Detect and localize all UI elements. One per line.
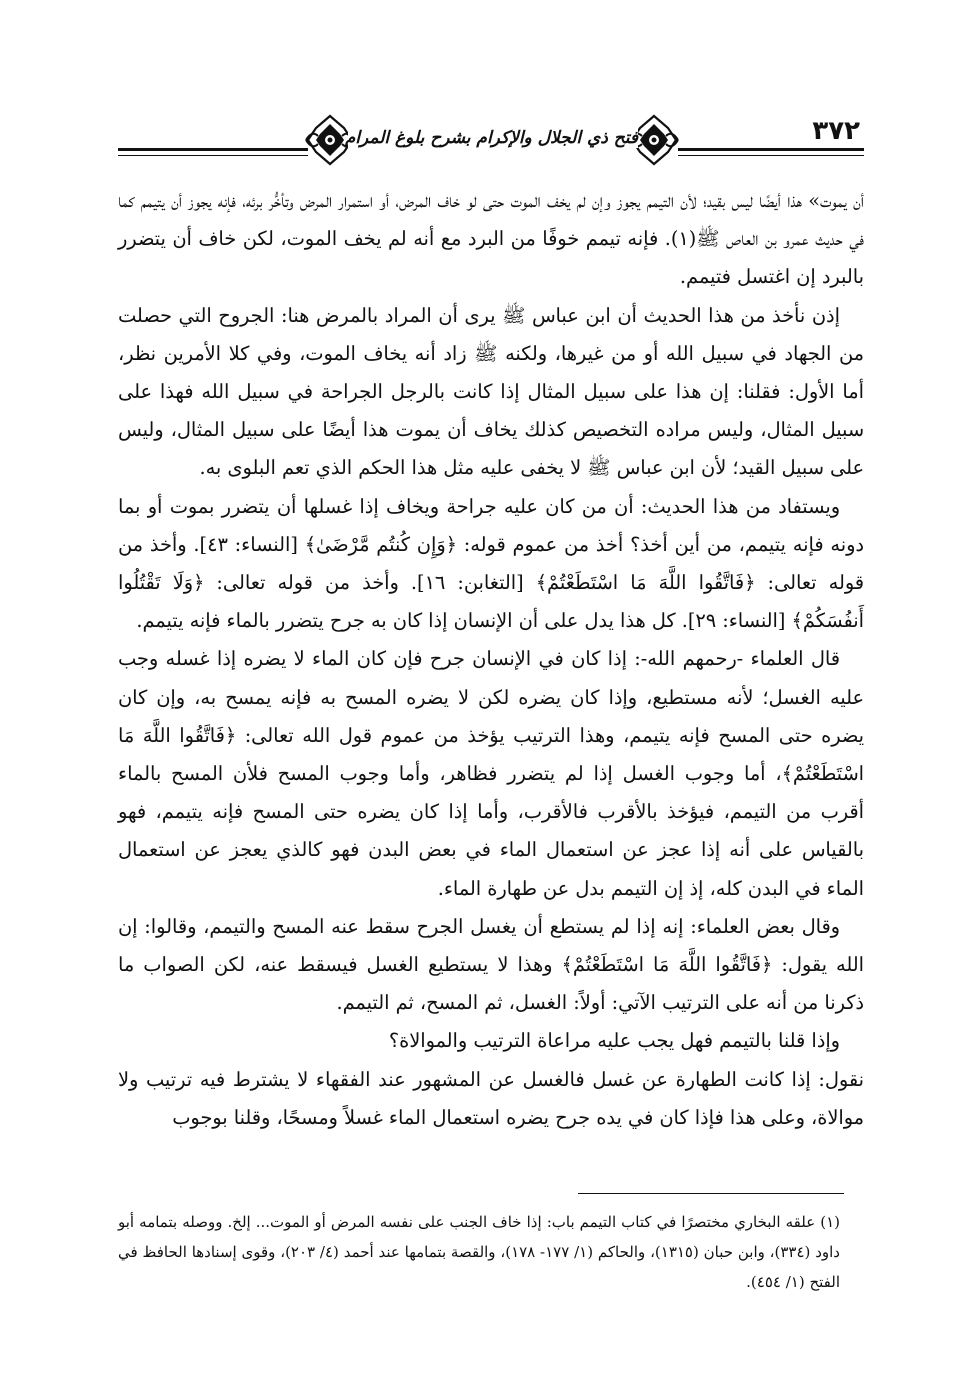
- paragraph: قال العلماء -رحمهم الله-: إذا كان في الإنسان جرح فإن كان الماء لا يضره إذا غسله وجب عليه الغسل؛ لأنه مستطيع، وإذا كان يضره لكن لا يضره المسح به فإنه يمسح به، وإن كان يضره حتى المسح فإنه يتيمم، وهذا الترتيب يؤخذ من عموم قول الله تعالى: ﴿فَاتَّقُوا اللَّهَ مَا اسْتَطَعْتُمْ﴾، أما وجوب الغسل إذا لم يتضرر فظاهر، وأما وجوب المسح فلأن المسح بالماء أقرب من التيمم، فيؤخذ بالأقرب فالأقرب، وأما إذا كان يضره حتى المسح فإنه يتيمم، فهو بالقياس على أنه إذا عجز عن استعمال الماء في بعض البدن فهو كالذي يعجز عن استعمال الماء في البدن كله، إذ إن التيمم بدل عن طهارة الماء.: [118, 647, 864, 900]
- paragraph: وإذا قلنا بالتيمم فهل يجب عليه مراعاة الترتيب والموالاة؟: [388, 1029, 840, 1053]
- footnote: (١) علقه البخاري مختصرًا في كتاب التيمم باب: إذا خاف الجنب على نفسه المرض أو الموت... إلخ. ووصله بتمامه أبو داود (٣٣٤)، وابن حبان (١٣١٥)، والحاكم (١/ ١٧٧- ١٧٨)، والقصة بتمامها عند أحمد (٤/ ٢٠٣)، وقوى إسنادها الحافظ في الفتح (١/ ٤٥٤).: [118, 1213, 840, 1291]
- main-text: [118, 182, 864, 1137]
- paragraph: ويستفاد من هذا الحديث: أن من كان عليه جراحة ويخاف إذا غسلها أن يتضرر بموت أو بما دونه فإنه يتيمم، من أين أخذ؟ أخذ من عموم قوله: ﴿وَإِن كُنتُم مَّرْضَىٰ﴾ [النساء: ٤٣]. وأخذ من قوله تعالى: ﴿فَاتَّقُوا اللَّهَ مَا اسْتَطَعْتُمْ﴾ [التغابن: ١٦]. وأخذ من قوله تعالى: ﴿وَلَا تَقْتُلُوا أَنفُسَكُمْ﴾ [النساء: ٢٩]. كل هذا يدل على أن الإنسان إذا كان به جرح يتضرر بالماء فإنه يتيمم.: [118, 494, 864, 633]
- paragraph: وقال بعض العلماء: إنه إذا لم يستطع أن يغسل الجرح سقط عنه المسح والتيمم، وقالوا: إن الله يقول: ﴿فَاتَّقُوا اللَّهَ مَا اسْتَطَعْتُمْ﴾ وهذا لا يستطيع الغسل فيسقط عنه، لكن الصواب ما ذكرنا من أنه على الترتيب الآتي: أولاً: الغسل، ثم المسح، ثم التيمم.: [118, 914, 864, 1015]
- footnote-separator: [578, 1193, 844, 1194]
- paragraph: نقول: إذا كانت الطهارة عن غسل فالغسل عن المشهور عند الفقهاء لا يشترط فيه ترتيب ولا موالاة، وعلى هذا فإذا كان في يده جرح يضره استعمال الماء غسلاً ومسحًا، وقلنا بوجوب: [118, 1067, 864, 1129]
- page-header: [118, 112, 864, 170]
- paragraph: أن يموت» هذا أيضًا ليس بقيد؛ لأن التيمم يجوز وإن لم يخف الموت حتى لو خاف المرض، أو استمرار المرض وتأخُّر برئه، فإنه يجوز أن يتيمم كما في حديث عمرو بن العاص ﷺ(١). فإنه تيمم خوفًا من البرد مع أنه لم يخف الموت، لكن خاف أن يتضرر بالبرد إن اغتسل فتيمم.: [118, 189, 864, 289]
- paragraph: إذن نأخذ من هذا الحديث أن ابن عباس ﷺ يرى أن المراد بالمرض هنا: الجروح التي حصلت من الجهاد في سبيل الله أو من غيرها، ولكنه ﷺ زاد أنه يخاف الموت، وفي كلا الأمرين نظر، أما الأول: فقلنا: إن هذا على سبيل المثال إذا كانت بالرجل الجراحة في سبيل الله فهذا على سبيل المثال، وليس مراده التخصيص كذلك يخاف أن يموت هذا أيضًا على سبيل المثال، وليس على سبيل القيد؛ لأن ابن عباس ﷺ لا يخفى عليه مثل هذا الحكم الذي تعم البلوى به.: [118, 303, 864, 480]
- footnotes: [118, 1207, 840, 1297]
- book-title: فتح ذي الجلال والإكرام بشرح بلوغ المرام: [344, 128, 638, 148]
- page-number: ٣٧٢: [808, 116, 864, 146]
